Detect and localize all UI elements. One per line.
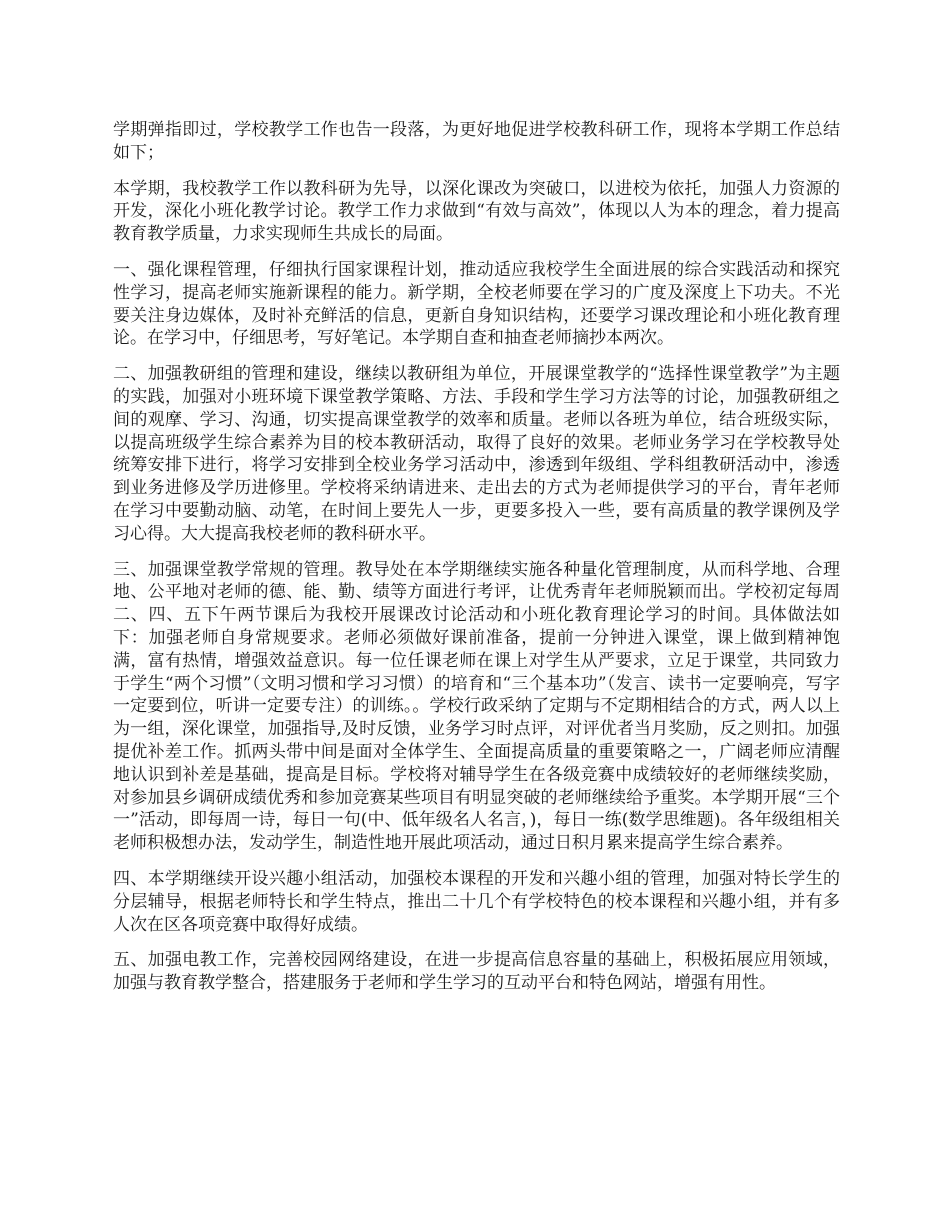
- overview-paragraph: 本学期，我校教学工作以教科研为先导，以深化课改为突破口，以进校为依托，加强人力资源的开发，深化小班化教学讨论。教学工作力求做到“有效与高效”，体现以人为本的理念，着力提高教育教学质量，力求实现师生共成长的局面。: [113, 178, 840, 245]
- section-5-paragraph: 五、加强电教工作，完善校园网络建设，在进一步提高信息容量的基础上，积极拓展应用领域，加强与教育教学整合，搭建服务于老师和学生学习的互动平台和特色网站，增强有用性。: [113, 950, 840, 994]
- section-2-paragraph: 二、加强教研组的管理和建设，继续以教研组为单位，开展课堂教学的“选择性课堂教学”为主题的实践，加强对小班环境下课堂教学策略、方法、手段和学生学习方法等的讨论，加强教研组之间的观摩、学习、沟通，切实提高课堂教学的效率和质量。老师以各班为单位，结合班级实际，以提高班级学生综合素养为目的校本教研活动，取得了良好的效果。老师业务学习在学校教导处统筹安排下进行，将学习安排到全校业务学习活动中，渗透到年级组、学科组教研活动中，渗透到业务进修及学历进修里。学校将采纳请进来、走出去的方式为老师提供学习的平台，青年老师在学习中要勤动脑、动笔，在时间上要先人一步，更要多投入一些，要有高质量的教学课例及学习心得。大大提高我校老师的教科研水平。: [113, 364, 840, 544]
- section-1-paragraph: 一、强化课程管理，仔细执行国家课程计划，推动适应我校学生全面进展的综合实践活动和探究性学习，提高老师实施新课程的能力。新学期，全校老师要在学习的广度及深度上下功夫。不光要关注身边媒体，及时补充鲜活的信息，更新自身知识结构，还要学习课改理论和小班化教育理论。在学习中，仔细思考，写好笔记。本学期自查和抽查老师摘抄本两次。: [113, 259, 840, 349]
- section-3-paragraph: 三、加强课堂教学常规的管理。教导处在本学期继续实施各种量化管理制度，从而科学地、合理地、公平地对老师的德、能、勤、绩等方面进行考评，让优秀青年老师脱颖而出。学校初定每周二、四、五下午两节课后为我校开展课改讨论活动和小班化教育理论学习的时间。具体做法如下：加强老师自身常规要求。老师必须做好课前准备，提前一分钟进入课堂，课上做到精神饱满，富有热情，增强效益意识。每一位任课老师在课上对学生从严要求，立足于课堂，共同致力于学生“两个习惯”（文明习惯和学习习惯）的培育和“三个基本功”（发言、读书一定要响亮，写字一定要到位，听讲一定要专注）的训练。。学校行政采纳了定期与不定期相结合的方式，两人以上为一组，深化课堂，加强指导,及时反馈，业务学习时点评，对评优者当月奖励，反之则扣。加强提优补差工作。抓两头带中间是面对全体学生、全面提高质量的重要策略之一，广阔老师应清醒地认识到补差是基础，提高是目标。学校将对辅导学生在各级竞赛中成绩较好的老师继续奖励，对参加县乡调研成绩优秀和参加竞赛某些项目有明显突破的老师继续给予重奖。本学期开展“三个一”活动，即每周一诗，每日一句(中、低年级名人名言，)，每日一练(数学思维题)。各年级组相关老师积极想办法，发动学生，制造性地开展此项活动，通过日积月累来提高学生综合素养。: [113, 559, 840, 854]
- document-body: [113, 119, 840, 1008]
- section-4-paragraph: 四、本学期继续开设兴趣小组活动，加强校本课程的开发和兴趣小组的管理，加强对特长学生的分层辅导，根据老师特长和学生特点，推出二十几个有学校特色的校本课程和兴趣小组，并有多人次在区各项竞赛中取得好成绩。: [113, 868, 840, 935]
- intro-paragraph: 学期弹指即过，学校教学工作也告一段落，为更好地促进学校教科研工作，现将本学期工作总结如下；: [113, 120, 840, 163]
